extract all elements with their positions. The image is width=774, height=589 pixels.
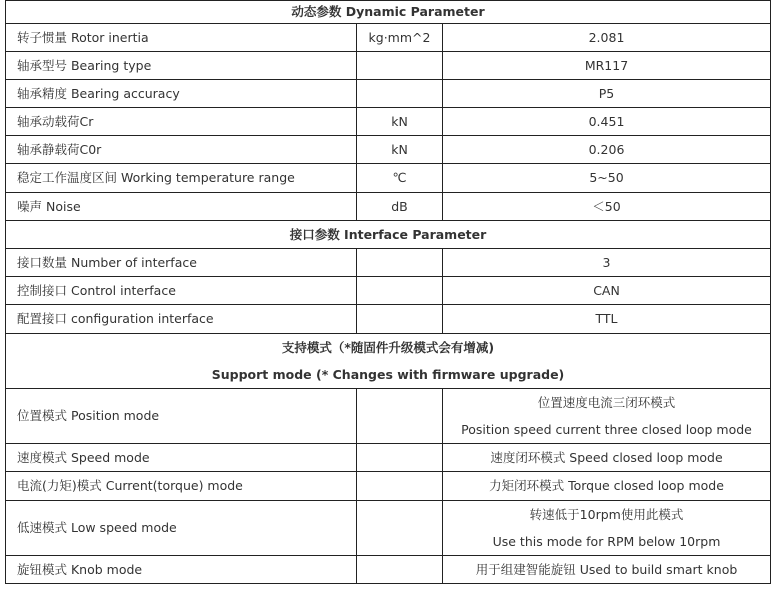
table-row (6, 389, 771, 444)
param-value: 3 (443, 249, 771, 277)
param-value (443, 389, 771, 444)
param-name: 稳定工作温度区间 Working temperature range (6, 164, 357, 193)
param-unit (357, 501, 443, 556)
param-name: 控制接口 Control interface (6, 277, 357, 305)
param-name: 轴承动载荷Cr (6, 108, 357, 136)
param-unit (357, 444, 443, 472)
table-row (6, 277, 771, 305)
table-row (6, 108, 771, 136)
param-unit: ℃ (357, 164, 443, 193)
param-name: 旋钮模式 Knob mode (6, 556, 357, 584)
table-row (6, 556, 771, 584)
value-line-cn: 位置速度电流三闭环模式 (537, 395, 676, 410)
param-name: 位置模式 Position mode (6, 389, 357, 444)
table-row (6, 24, 771, 52)
param-value: 0.451 (443, 108, 771, 136)
param-name: 轴承型号 Bearing type (6, 52, 357, 80)
param-unit (357, 52, 443, 80)
param-unit (357, 556, 443, 584)
param-value: 用于组建智能旋钮 Used to build smart knob (443, 556, 771, 584)
param-name: 转子惯量 Rotor inertia (6, 24, 357, 52)
param-value: TTL (443, 305, 771, 334)
param-value: 2.081 (443, 24, 771, 52)
param-value: ＜50 (443, 193, 771, 221)
param-unit (357, 472, 443, 501)
table-row (6, 305, 771, 334)
section-title: 动态参数 Dynamic Parameter (291, 4, 485, 19)
param-value (443, 501, 771, 556)
table-row (6, 136, 771, 164)
param-value: CAN (443, 277, 771, 305)
param-name: 轴承静载荷C0r (6, 136, 357, 164)
param-name: 接口数量 Number of interface (6, 249, 357, 277)
section-title: 接口参数 Interface Parameter (289, 226, 487, 242)
param-unit (357, 277, 443, 305)
section-header-support-mode (6, 334, 771, 389)
parameter-table (5, 0, 771, 584)
param-value: 力矩闭环模式 Torque closed loop mode (443, 472, 771, 501)
param-name: 噪声 Noise (6, 193, 357, 221)
section-header-dynamic (6, 1, 771, 24)
param-unit: kg·mm^2 (357, 24, 443, 52)
param-unit (357, 389, 443, 444)
value-line-en: Position speed current three closed loop mode (461, 422, 752, 437)
param-unit (357, 305, 443, 334)
table-row (6, 501, 771, 556)
table-row (6, 164, 771, 193)
param-value: 速度闭环模式 Speed closed loop mode (443, 444, 771, 472)
table-row (6, 80, 771, 108)
table-row (6, 444, 771, 472)
value-line-en: Use this mode for RPM below 10rpm (492, 534, 721, 549)
param-value: 0.206 (443, 136, 771, 164)
param-value: 5~50 (443, 164, 771, 193)
param-value: MR117 (443, 52, 771, 80)
param-unit: kN (357, 108, 443, 136)
section-title-cn: 支持模式（*随固件升级模式会有增减) (281, 340, 495, 355)
section-header-interface (6, 221, 771, 249)
table-row (6, 193, 771, 221)
param-unit: kN (357, 136, 443, 164)
param-value: P5 (443, 80, 771, 108)
table-row (6, 472, 771, 501)
value-line-cn: 转速低于10rpm使用此模式 (529, 507, 684, 522)
table-row (6, 52, 771, 80)
param-name: 速度模式 Speed mode (6, 444, 357, 472)
param-name: 电流(力矩)模式 Current(torque) mode (6, 472, 357, 501)
param-unit: dB (357, 193, 443, 221)
table-row (6, 249, 771, 277)
param-name: 轴承精度 Bearing accuracy (6, 80, 357, 108)
section-title-en: Support mode (* Changes with firmware upgrade) (211, 367, 565, 382)
param-unit (357, 80, 443, 108)
param-name: 低速模式 Low speed mode (6, 501, 357, 556)
param-name: 配置接口 configuration interface (6, 305, 357, 334)
param-unit (357, 249, 443, 277)
